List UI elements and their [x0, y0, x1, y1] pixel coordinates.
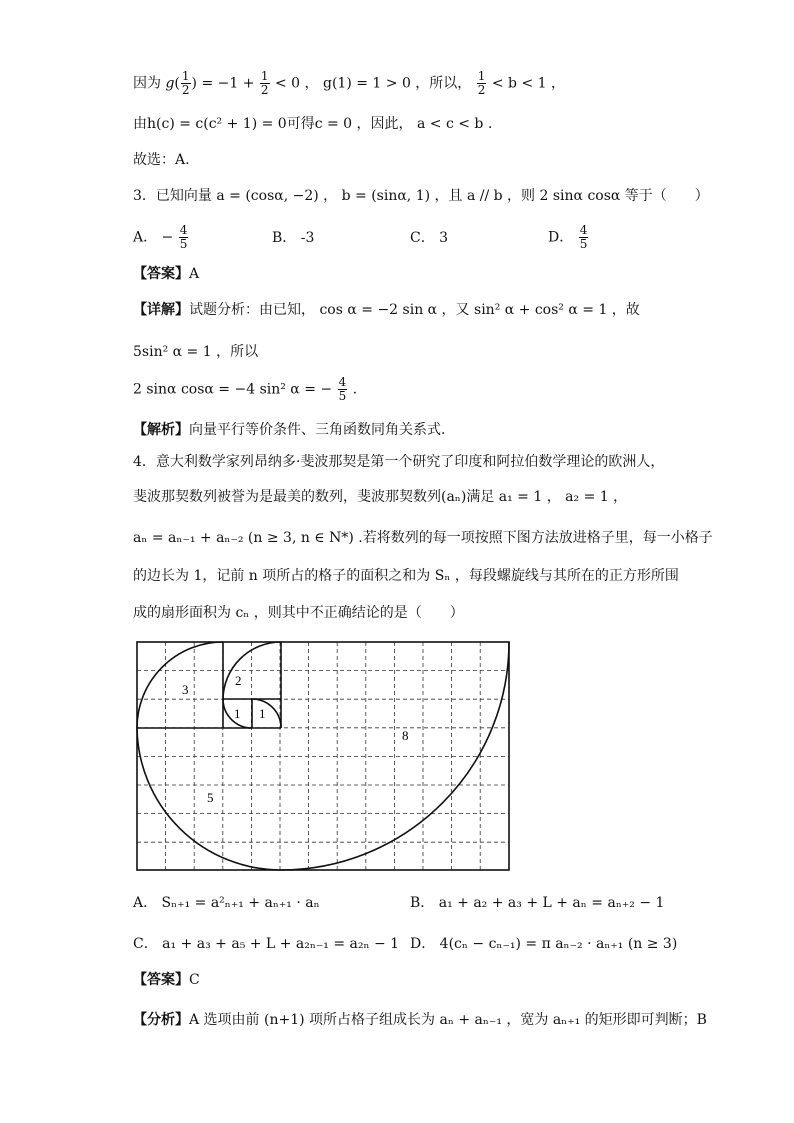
text-segment: < 0 ， g(1) = 1 > 0 ，所以， — [275, 75, 472, 92]
cell-label-2: 2 — [235, 673, 242, 688]
fraction: $\frac{1}{2}$ — [181, 69, 190, 97]
q4-option-b: B． a₁ + a₂ + a₃ + L + aₙ = aₙ₊₂ − 1 — [410, 895, 665, 911]
dashed-grid — [137, 642, 509, 870]
q4-line-3: aₙ = aₙ₋₁ + aₙ₋₂ (n ≥ 3, n ∈ N*) .若将数列的每一项按照下图方法放进格子里，每一小格子 — [133, 530, 713, 546]
q3-option-c: C． 3 — [410, 230, 449, 246]
cell-label-3: 3 — [182, 682, 189, 697]
q3-option-d: D． $\frac{4}{5}$ — [548, 223, 588, 251]
q4-line-1: 4．意大利数学家列昂纳多·斐波那契是第一个研究了印度和阿拉伯数学理论的欧洲人， — [133, 454, 665, 470]
q3-detail-1: 【详解】试题分析：由已知， cos α = −2 sin α ，又 sin² α + cos² α = 1 ，故 — [133, 302, 640, 318]
text-segment: g — [165, 75, 175, 92]
q3-detail-2: 5sin² α = 1 ，所以 — [133, 344, 259, 360]
text-segment: 因为 — [133, 75, 161, 92]
q4-answer: 【答案】C — [133, 972, 200, 988]
cell-label-8: 8 — [402, 728, 409, 743]
q4-line-5: 成的扇形面积为 cₙ ，则其中不正确结论的是（ ） — [133, 605, 464, 621]
q4-line-2: 斐波那契数列被誉为是最美的数列，斐波那契数列(aₙ)满足 a₁ = 1 ， a₂ = 1 ， — [133, 489, 628, 505]
q4-line-4: 的边长为 1，记前 n 项所占的格子的面积之和为 Sₙ ，每段螺旋线与其所在的正方形所围 — [133, 568, 679, 584]
fibonacci-grid-figure — [135, 640, 513, 874]
cell-label-5: 5 — [207, 790, 214, 805]
q3-option-b: B． -3 — [272, 230, 315, 246]
q3-analysis: 【解析】向量平行等价条件、三角函数同角关系式. — [133, 422, 446, 438]
cell-label-1b: 1 — [259, 706, 266, 721]
q3-answer: 【答案】A — [133, 266, 200, 282]
q4-option-c: C． a₁ + a₃ + a₅ + L + a₂ₙ₋₁ = a₂ₙ − 1 — [133, 936, 400, 952]
q4-option-a: A． Sₙ₊₁ = a²ₙ₊₁ + aₙ₊₁ · aₙ — [133, 895, 320, 911]
text-segment: < b < 1 ， — [491, 75, 565, 92]
cell-label-1a: 1 — [234, 706, 241, 721]
prev-line-1: 因为 g( $\frac{1}{2}$ ) = −1 + $\frac{1}{2}$ < 0 ， g(1) = 1 > 0 ，所以， $\frac{1}{2}$ < b < 1 ， — [133, 69, 565, 97]
q3-stem: 3．已知向量 a = (cosα, −2) ， b = (sinα, 1) ，且 a // b ，则 2 sinα cosα 等于（ ） — [133, 188, 709, 204]
q4-analysis: 【分析】A 选项由前 (n+1) 项所占格子组成长为 aₙ + aₙ₋₁ ，宽为 aₙ₊₁ 的矩形即可判断；B — [133, 1012, 707, 1028]
q4-option-d: D． 4(cₙ − cₙ₋₁) = π aₙ₋₂ · aₙ₊₁ (n ≥ 3) — [410, 936, 678, 952]
fraction: $\frac{1}{2}$ — [260, 69, 269, 97]
q3-option-a: A． − $\frac{4}{5}$ — [133, 223, 188, 251]
fraction: $\frac{1}{2}$ — [477, 69, 486, 97]
prev-line-2: 由h(c) = c(c² + 1) = 0可得c = 0 ，因此， a < c < b . — [133, 116, 493, 132]
q3-detail-3: 2 sinα cosα = −4 sin² α = − $\frac{4}{5}$ . — [133, 375, 358, 403]
prev-line-3: 故选：A. — [133, 152, 190, 168]
text-segment: = −1 + — [201, 75, 255, 92]
